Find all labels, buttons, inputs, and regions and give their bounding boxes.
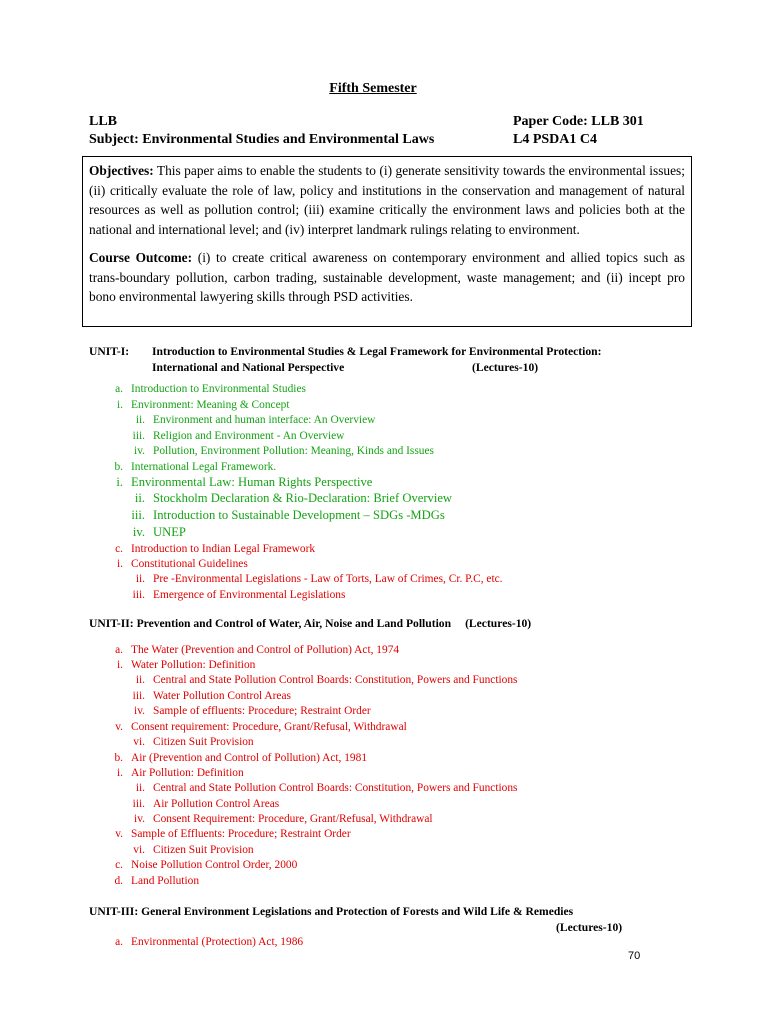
list-item-text: Religion and Environment - An Overview <box>153 430 345 442</box>
list-marker: ii. <box>134 491 145 505</box>
list-marker: i. <box>116 659 123 671</box>
list-item-text: Land Pollution <box>131 875 200 887</box>
list-item <box>132 588 346 602</box>
list-marker: iii. <box>132 690 145 702</box>
list-item <box>133 843 254 857</box>
list-marker: i. <box>116 558 123 570</box>
list-marker: i. <box>116 475 123 489</box>
list-item-text: The Water (Prevention and Control of Pollution) Act, 1974 <box>131 644 400 656</box>
list-item <box>132 689 291 703</box>
list-item <box>115 720 407 734</box>
list-marker: ii. <box>135 573 145 585</box>
list-marker: b. <box>114 461 123 473</box>
unit-1-title-line2: International and National Perspective <box>152 361 345 374</box>
list-marker: v. <box>115 721 123 733</box>
objectives-text: This paper aims to enable the students to (i) generate sensitivity towards the environmental issues;(ii) critically evaluate the role of law, policy and institutions in the conservation and management of natural resources as well as pollution control; (iii) examine critically the environment laws and policies both at the national and international level; and (iv) interpret landmark rulings relating to environment. <box>89 163 685 237</box>
list-item <box>116 658 256 672</box>
list-item <box>132 525 186 539</box>
program-name: LLB <box>89 114 118 129</box>
credit-code: L4 PSDA1 C4 <box>513 132 598 147</box>
paper-code <box>513 114 644 130</box>
subject-title: Subject: Environmental Studies and Environmental Laws <box>89 132 435 147</box>
list-item <box>134 812 433 826</box>
unit-1-heading <box>89 344 601 376</box>
course-outcome-label: Course Outcome: <box>89 250 193 265</box>
list-item-text: Introduction to Indian Legal Framework <box>131 543 316 555</box>
list-item-text: Water Pollution Control Areas <box>153 690 291 702</box>
unit-2-title: Prevention and Control of Water, Air, Noise and Land Pollution <box>136 617 452 630</box>
list-marker: vi. <box>133 736 145 748</box>
list-item-text: Central and State Pollution Control Boards: Constitution, Powers and Functions <box>153 674 518 686</box>
list-item-text: Citizen Suit Provision <box>153 736 254 748</box>
list-item <box>114 874 200 888</box>
list-item <box>116 398 290 412</box>
list-marker: iv. <box>132 525 145 539</box>
list-item-text: Consent Requirement: Procedure, Grant/Refusal, Withdrawal <box>153 813 433 825</box>
paper-code-label: Paper Code <box>513 114 584 129</box>
list-item-text: Air Pollution Control Areas <box>153 798 280 810</box>
list-item <box>115 643 400 657</box>
list-item <box>134 704 371 718</box>
page-title: Fifth Semester <box>329 81 417 96</box>
list-item-text: Emergence of Environmental Legislations <box>153 589 346 601</box>
list-item <box>135 781 518 795</box>
list-item-text: Sample of effluents: Procedure; Restraint Order <box>153 705 371 717</box>
list-item <box>114 460 277 474</box>
list-item <box>114 751 368 765</box>
unit-3-lectures: (Lectures-10) <box>556 921 623 934</box>
list-item-text: Pre -Environmental Legislations - Law of Torts, Law of Crimes, Cr. P.C, etc. <box>153 573 503 585</box>
list-item <box>132 797 280 811</box>
list-marker: iv. <box>134 705 145 717</box>
list-marker: i. <box>116 399 123 411</box>
list-item <box>116 557 248 571</box>
objectives-label: Objectives: <box>89 163 154 178</box>
list-item <box>115 542 316 556</box>
list-item-text: Consent requirement: Procedure, Grant/Refusal, Withdrawal <box>131 721 407 733</box>
list-item <box>131 508 445 522</box>
list-marker: ii. <box>135 674 145 686</box>
list-marker: iv. <box>134 445 145 457</box>
list-item <box>115 935 304 949</box>
list-marker: a. <box>115 644 123 656</box>
list-marker: b. <box>114 752 123 764</box>
unit-1-lectures: (Lectures-10) <box>472 361 539 374</box>
list-item <box>132 429 345 443</box>
list-item-text: UNEP <box>153 525 186 539</box>
list-marker: ii. <box>135 414 145 426</box>
list-item-text: Central and State Pollution Control Boards: Constitution, Powers and Functions <box>153 782 518 794</box>
list-marker: vi. <box>133 844 145 856</box>
list-item <box>116 766 244 780</box>
list-marker: a. <box>115 383 123 395</box>
list-item-text: Pollution, Environment Pollution: Meaning, Kinds and Issues <box>153 445 434 457</box>
list-item-text: Environment: Meaning & Concept <box>131 399 290 411</box>
list-item-text: Introduction to Sustainable Development – SDGs -MDGs <box>153 508 445 522</box>
list-marker: iii. <box>132 798 145 810</box>
list-item <box>133 735 254 749</box>
list-item <box>135 673 518 687</box>
list-item-text: Environment and human interface: An Overview <box>153 414 376 426</box>
paper-code-value: : LLB 301 <box>583 114 644 129</box>
list-marker: c. <box>115 543 123 555</box>
list-item <box>134 491 453 505</box>
list-item <box>135 572 503 586</box>
list-marker: iii. <box>132 430 145 442</box>
objectives-paragraph <box>89 161 685 239</box>
list-item <box>116 475 373 489</box>
list-marker: iv. <box>134 813 145 825</box>
unit-2-lectures: (Lectures-10) <box>465 617 532 630</box>
list-marker: a. <box>115 936 123 948</box>
list-item-text: Introduction to Environmental Studies <box>131 383 306 395</box>
list-marker: iii. <box>132 589 145 601</box>
list-marker: c. <box>115 859 123 871</box>
list-item-text: Air Pollution: Definition <box>131 767 244 779</box>
list-item <box>115 827 351 841</box>
unit-3-heading <box>89 904 622 936</box>
list-item <box>135 413 376 427</box>
list-marker: v. <box>115 828 123 840</box>
list-item-text: Air (Prevention and Control of Pollution) Act, 1981 <box>131 752 368 764</box>
list-item-text: Citizen Suit Provision <box>153 844 254 856</box>
unit-3-label: UNIT-III: <box>89 905 139 918</box>
list-marker: ii. <box>135 782 145 794</box>
course-outcome-paragraph <box>89 248 685 307</box>
unit-2-label: UNIT-II: <box>89 617 134 630</box>
unit-3-title: General Environment Legislations and Protection of Forests and Wild Life & Remedies <box>141 905 574 918</box>
list-item <box>115 858 298 872</box>
course-outcome-text: (i) to create critical awareness on contemporary environment and allied topics such as trans-boundary pollution, carbon trading, sustainable development, waste management; and (ii) incept pro bono environmental lawyering skills through PSD activities. <box>89 250 685 304</box>
list-marker: d. <box>114 875 123 887</box>
list-item-text: Environmental Law: Human Rights Perspective <box>131 475 373 489</box>
list-item <box>115 382 306 396</box>
list-item-text: Constitutional Guidelines <box>131 558 248 570</box>
list-item-text: Water Pollution: Definition <box>131 659 256 671</box>
list-marker: i. <box>116 767 123 779</box>
list-marker: iii. <box>131 508 145 522</box>
page-number: 70 <box>628 950 641 962</box>
list-item-text: Environmental (Protection) Act, 1986 <box>131 936 304 948</box>
list-item-text: Stockholm Declaration & Rio-Declaration: Brief Overview <box>153 491 453 505</box>
list-item-text: International Legal Framework. <box>131 461 277 473</box>
list-item-text: Sample of Effluents: Procedure; Restraint Order <box>131 828 351 840</box>
unit-1-label: UNIT-I: <box>89 345 130 358</box>
list-item-text: Noise Pollution Control Order, 2000 <box>131 859 298 871</box>
unit-2-heading <box>89 616 531 632</box>
unit-1-title-line1: Introduction to Environmental Studies & Legal Framework for Environmental Protection: <box>152 345 602 358</box>
objectives-box <box>82 156 692 327</box>
list-item <box>134 444 434 458</box>
